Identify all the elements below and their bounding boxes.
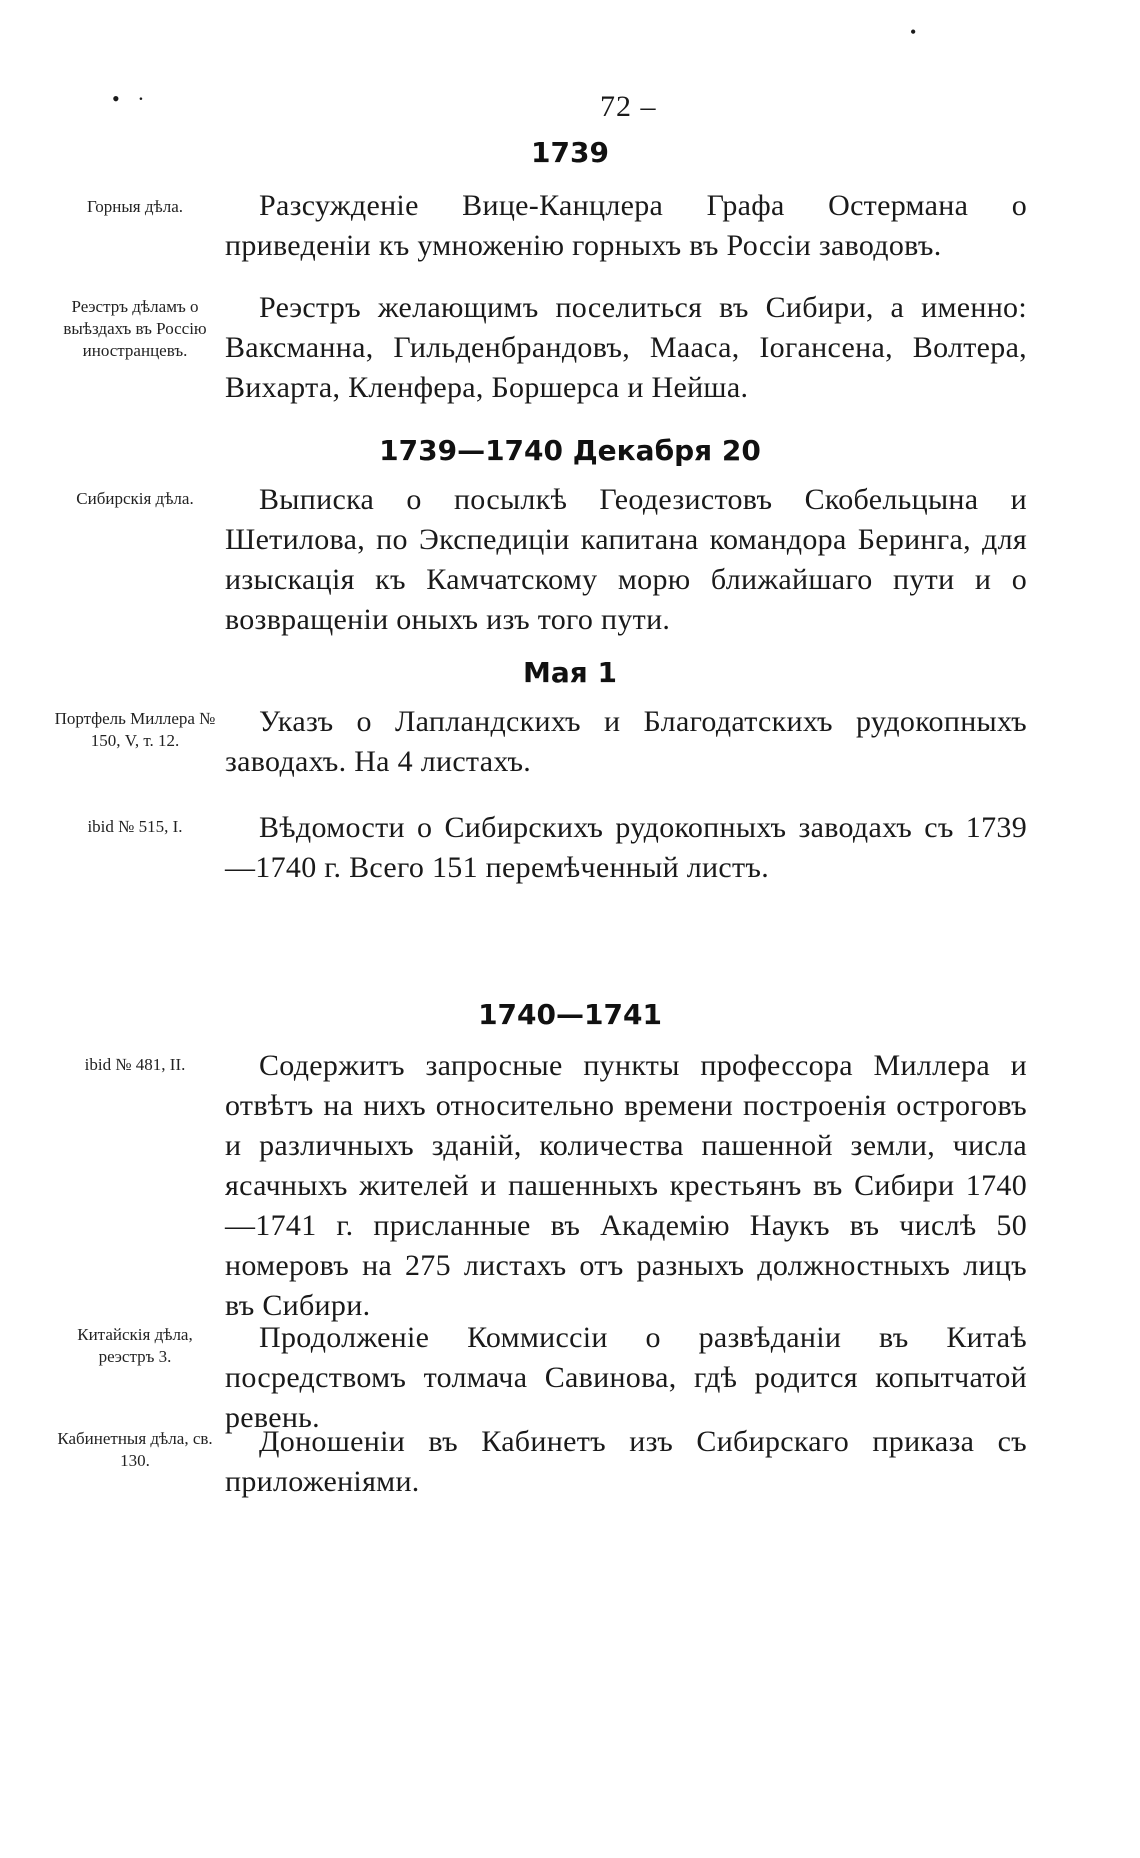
entry-text: Указъ о Лапландскихъ и Благодатскихъ рудокопныхъ заводахъ. На 4 листахъ.: [225, 705, 1027, 778]
entry-text: Продолженіе Коммиссіи о развѣданіи въ Китаѣ посредствомъ толмача Савинова, гдѣ родится копытчатой ревень.: [225, 1321, 1027, 1434]
page-corner-marks: • ·: [112, 86, 151, 111]
margin-reference: Кабинетныя дѣла, св. 130.: [57, 1429, 213, 1470]
section-heading-1739-1740: 1739—1740 Декабря 20: [379, 434, 761, 467]
margin-reference: Горныя дѣла.: [86, 197, 184, 216]
margin-reference: Реэстръ дѣламъ о выѣздахъ въ Россію иностранцевъ.: [63, 297, 207, 360]
entry-text: Реэстръ желающимъ поселиться въ Сибири, а именно: Ваксманна, Гильденбрандовъ, Мааса, Іогансена, Волтера, Вихарта, Кленфера, Боршерса и Нейша.: [225, 291, 1027, 404]
page-number: 72 –: [600, 90, 657, 123]
entry-text: Содержитъ запросные пункты профессора Миллера и отвѣтъ на нихъ относительно времени построенія остроговъ и различныхъ зданій, количества пашенной земли, числа ясачныхъ жителей и пашенныхъ крестьянъ въ Сибири 1740—1741 г. присланные въ Академію Наукъ въ числѣ 50 номеровъ на 275 листахъ отъ разныхъ должностныхъ лицъ въ Сибири.: [225, 1049, 1027, 1322]
margin-reference: Портфель Миллера № 150, V, т. 12.: [54, 709, 216, 750]
margin-reference: Сибирскія дѣла.: [76, 489, 194, 508]
margin-reference: ibid № 515, I.: [87, 817, 183, 836]
section-heading-1740-1741: 1740—1741: [478, 998, 662, 1031]
entry-text: Вѣдомости о Сибирскихъ рудокопныхъ заводахъ съ 1739—1740 г. Всего 151 перемѣченный листъ.: [225, 811, 1027, 884]
margin-reference: Китайскія дѣла, реэстръ 3.: [77, 1325, 193, 1366]
margin-reference: ibid № 481, II.: [84, 1055, 186, 1074]
section-heading-may-1: Мая 1: [523, 656, 617, 689]
entry-text: Выписка о посылкѣ Геодезистовъ Скобельцына и Шетилова, по Экспедиціи капитана командора Беринга, для изыскація къ Камчатскому морю ближайшаго пути и о возвращеніи оныхъ изъ того пути.: [225, 483, 1027, 636]
entry-text: Доношеніи въ Кабинетъ изъ Сибирскаго приказа съ приложеніями.: [225, 1425, 1027, 1498]
page-mark-top-right: •: [910, 22, 917, 42]
section-heading-1739: 1739: [531, 136, 609, 169]
entry-text: Разсужденіе Вице-Канцлера Графа Остермана о приведеніи къ умноженію горныхъ въ Россіи заводовъ.: [225, 189, 1027, 262]
